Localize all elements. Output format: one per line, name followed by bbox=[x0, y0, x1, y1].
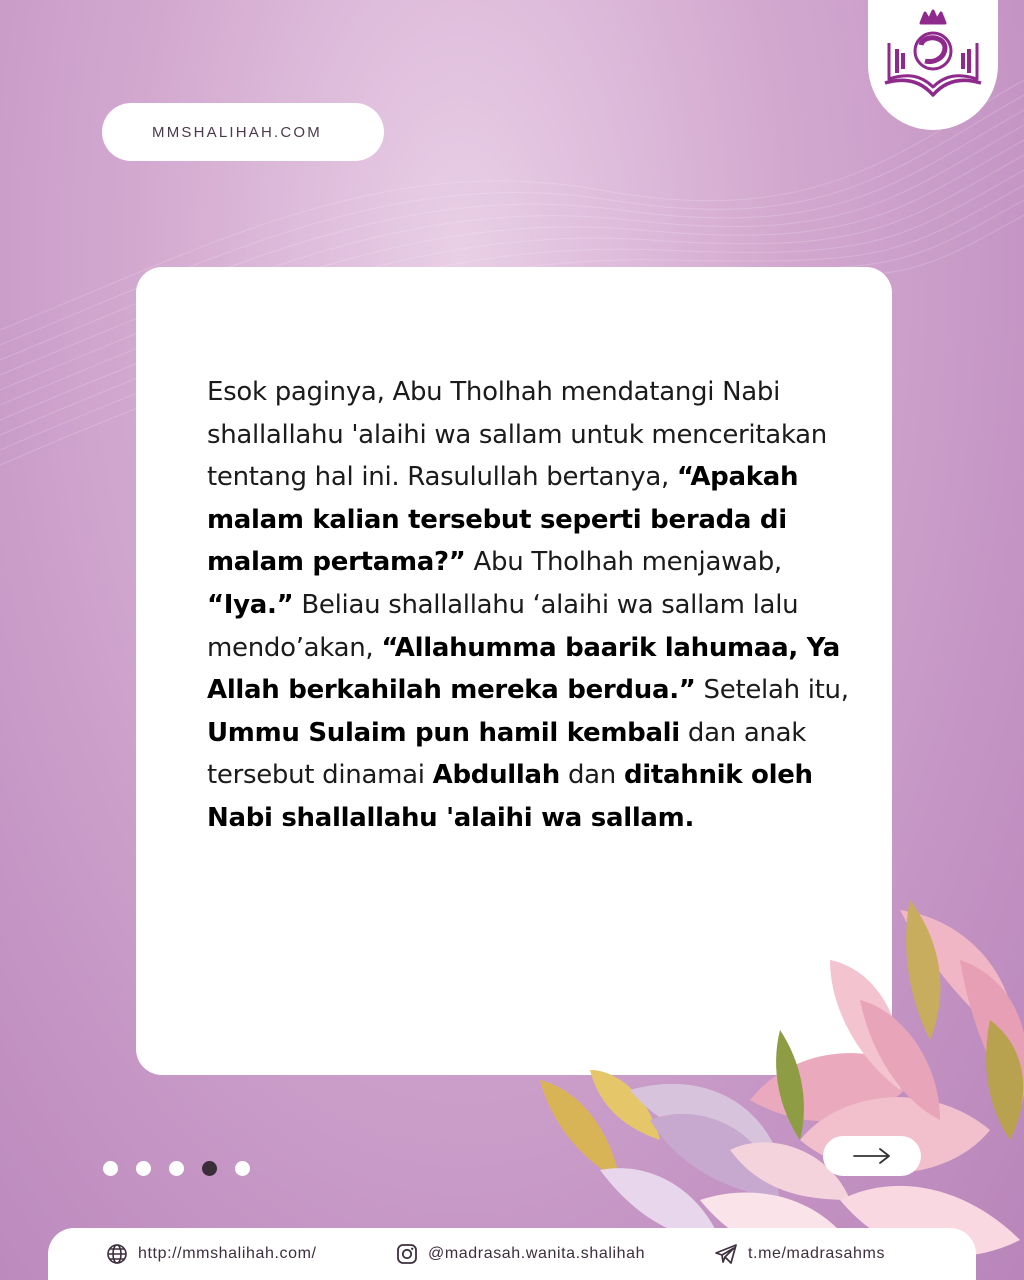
brand-logo bbox=[868, 0, 998, 130]
footer-website[interactable] bbox=[106, 1243, 396, 1265]
page-dot[interactable] bbox=[136, 1161, 151, 1176]
page-dot-active[interactable] bbox=[202, 1161, 217, 1176]
arrow-right-icon bbox=[852, 1146, 892, 1166]
body-text-segment: dan anak tersebut dinamai bbox=[207, 717, 807, 791]
body-text-segment: Abu Tholhah menjawab, bbox=[465, 547, 782, 578]
body-text-segment: Beliau shallallahu ‘alaihi wa sallam lalu mendo’akan, bbox=[207, 589, 799, 663]
site-label: MMSHALIHAH.COM bbox=[152, 123, 322, 141]
page-indicator bbox=[103, 1161, 250, 1176]
footer-bar bbox=[48, 1228, 976, 1280]
page-dot[interactable] bbox=[103, 1161, 118, 1176]
site-label-pill bbox=[102, 103, 384, 161]
footer-instagram[interactable] bbox=[396, 1243, 714, 1265]
body-text-bold-segment: ditahnik oleh Nabi shallallahu 'alaihi wa sallam. bbox=[207, 760, 813, 833]
decorative-flowers bbox=[500, 900, 1024, 1280]
madrasah-crown-book-logo-icon bbox=[881, 9, 985, 101]
instagram-handle[interactable]: @madrasah.wanita.shalihah bbox=[428, 1245, 646, 1262]
page-dot[interactable] bbox=[169, 1161, 184, 1176]
body-text-segment: dan bbox=[560, 760, 624, 791]
globe-icon bbox=[106, 1243, 128, 1265]
telegram-link[interactable]: t.me/madrasahms bbox=[748, 1245, 886, 1262]
footer-telegram[interactable] bbox=[714, 1243, 885, 1265]
instagram-icon bbox=[396, 1243, 418, 1265]
telegram-icon bbox=[714, 1243, 738, 1265]
next-button[interactable] bbox=[823, 1136, 921, 1176]
body-text-bold-segment: “Iya.” bbox=[207, 589, 294, 620]
body-text-bold-segment: Abdullah bbox=[432, 760, 560, 791]
body-text-bold-segment: “Allahumma baarik lahumaa, Ya Allah berkahilah mereka berdua.” bbox=[207, 632, 841, 706]
body-text-bold-segment: Ummu Sulaim pun hamil kembali bbox=[207, 717, 680, 748]
body-text-segment: Setelah itu, bbox=[695, 675, 849, 706]
body-text bbox=[207, 371, 867, 840]
body-text-bold-segment: “Apakah malam kalian tersebut seperti berada di malam pertama?” bbox=[207, 462, 799, 578]
page-dot[interactable] bbox=[235, 1161, 250, 1176]
body-text-segment: Esok paginya, Abu Tholhah mendatangi Nabi shallallahu 'alaihi wa sallam untuk menceritakan tentang hal ini. Rasulullah bertanya, bbox=[207, 377, 827, 493]
website-link[interactable]: http://mmshalihah.com/ bbox=[138, 1245, 317, 1262]
